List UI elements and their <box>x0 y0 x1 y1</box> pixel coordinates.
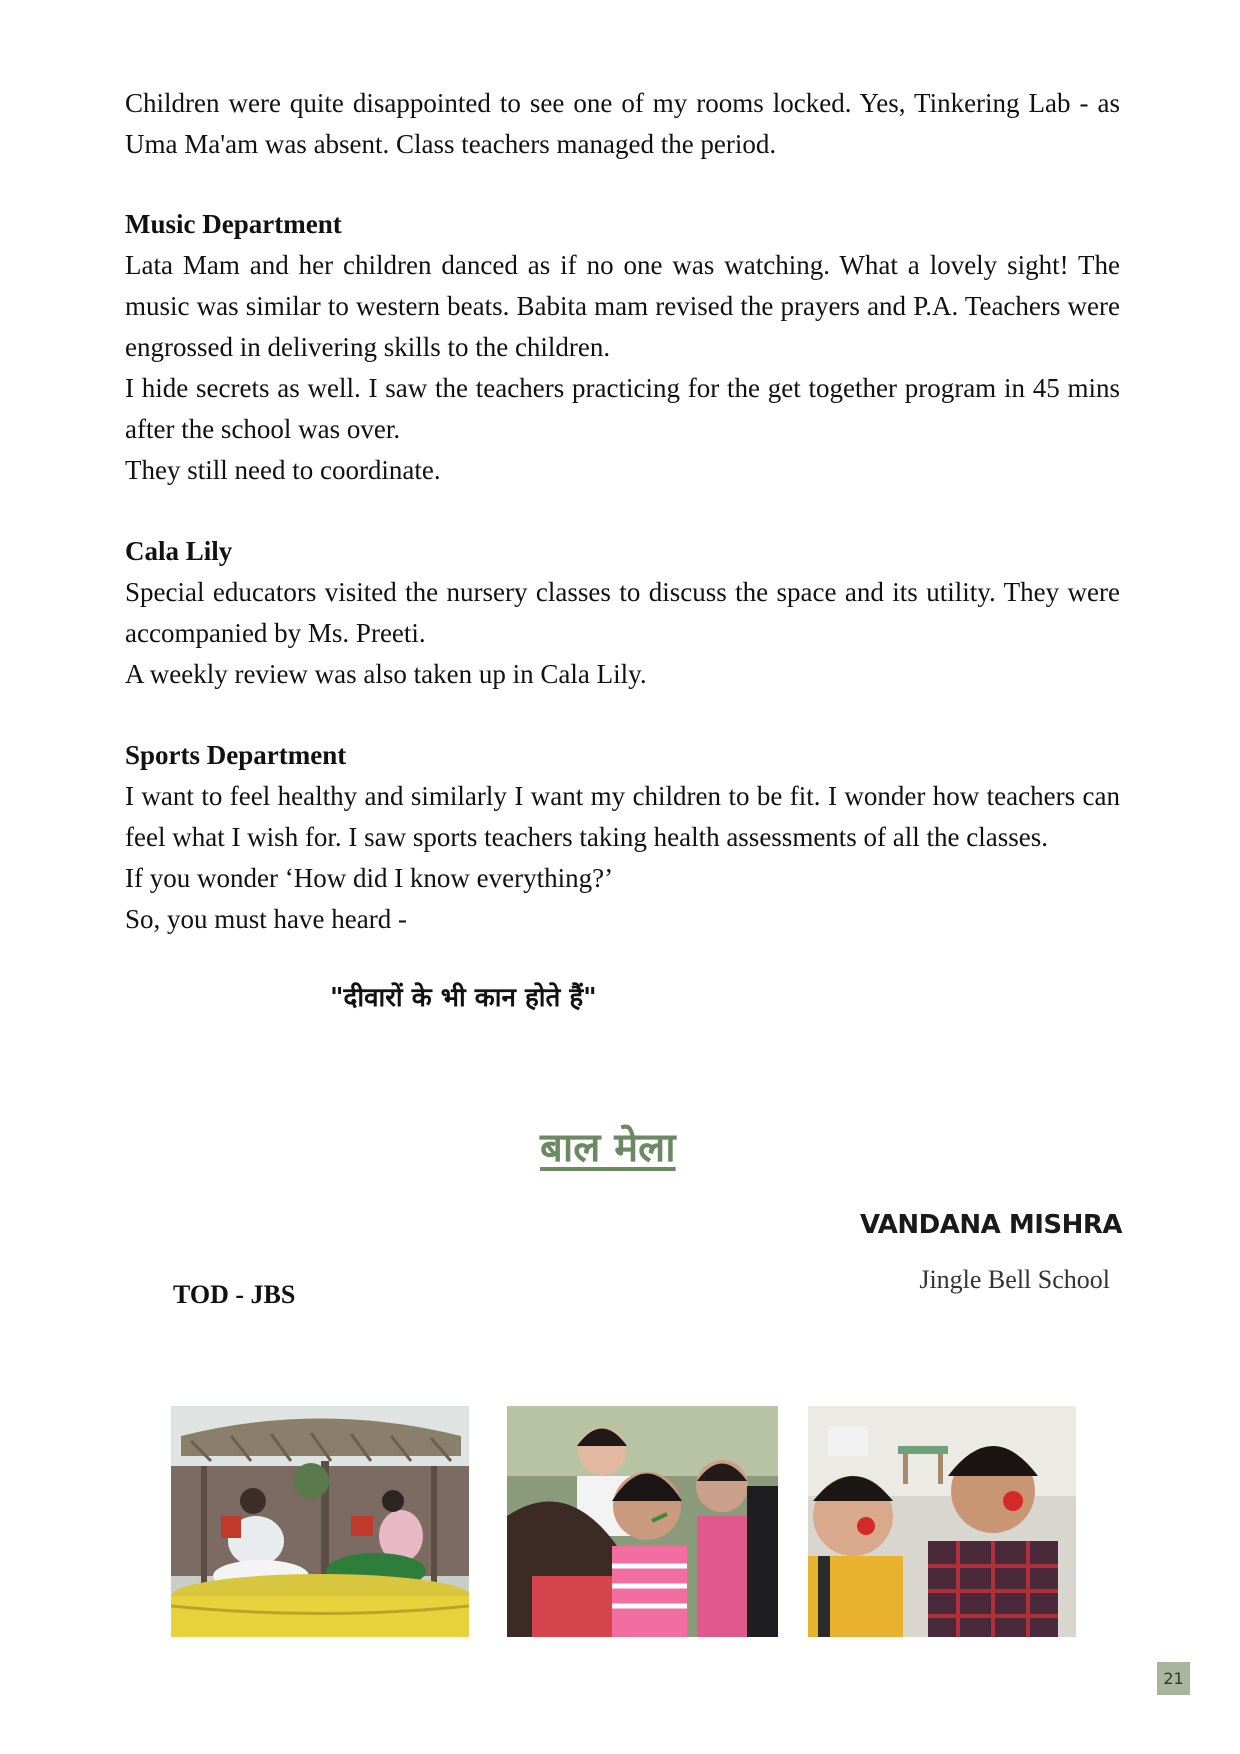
section-title: बाल मेला <box>540 1125 676 1171</box>
cala-lily-paragraph-1: Special educators visited the nursery classes to discuss the space and its utility. They were accompanied by Ms. Preeti. <box>125 577 1120 648</box>
sports-heading: Sports Department <box>125 740 347 770</box>
school-name: Jingle Bell School <box>919 1265 1110 1294</box>
intro-paragraph: Children were quite disappointed to see one of my rooms locked. Yes, Tinkering Lab - as Uma Ma'am was absent. Class teachers managed the period. <box>125 88 1120 159</box>
face-painting-image <box>507 1406 778 1637</box>
music-paragraph-1: Lata Mam and her children danced as if no one was watching. What a lovely sight! The music was similar to western beats. Babita mam revised the prayers and P.A. Teachers were engrossed in delivering skills to the children. <box>125 250 1120 362</box>
music-paragraph-3: They still need to coordinate. <box>125 455 441 485</box>
intro-section <box>125 83 1120 165</box>
painted-faces-image <box>808 1406 1076 1637</box>
author-name: VANDANA MISHRA <box>859 1210 1122 1240</box>
cala-lily-section <box>125 531 1120 695</box>
photo-face-painting <box>507 1406 778 1637</box>
photo-carousel-ride <box>171 1406 469 1637</box>
hindi-quote: "दीवारों के भी कान होते हैं" <box>330 983 597 1013</box>
sports-paragraph-1: I want to feel healthy and similarly I want my children to be fit. I wonder how teachers can feel what I wish for. I saw sports teachers taking health assessments of all the classes. <box>125 781 1120 852</box>
cala-lily-paragraph-2: A weekly review was also taken up in Cala Lily. <box>125 659 647 689</box>
music-section <box>125 204 1120 491</box>
photo-painted-faces <box>808 1406 1076 1637</box>
carousel-ride-image <box>171 1406 469 1637</box>
cala-lily-heading: Cala Lily <box>125 536 233 566</box>
page-number: 21 <box>1157 1662 1190 1695</box>
sports-paragraph-3: So, you must have heard - <box>125 904 407 934</box>
music-heading: Music Department <box>125 209 342 239</box>
sports-paragraph-2: If you wonder ‘How did I know everything?’ <box>125 863 614 893</box>
tod-label: TOD - JBS <box>173 1280 296 1309</box>
music-paragraph-2: I hide secrets as well. I saw the teachers practicing for the get together program in 45 mins after the school was over. <box>125 373 1120 444</box>
sports-section <box>125 735 1120 940</box>
